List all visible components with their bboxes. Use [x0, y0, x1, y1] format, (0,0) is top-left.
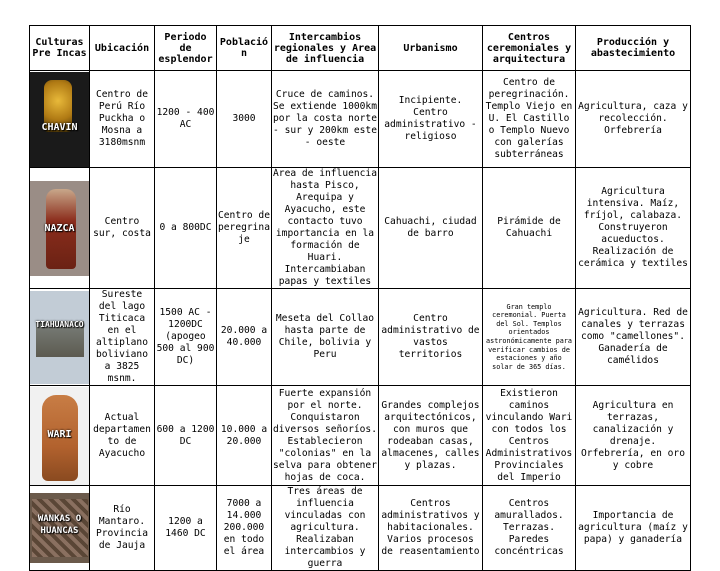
cell-intercambios: Área de influencia hasta Pisco, Arequipa y Ayacucho, este contacto tuvo importancia en la formación de Huari. Intercambiaban papas y textiles: [273, 168, 377, 287]
tiahuanaco-gate-image: [30, 291, 89, 384]
nazca-ceramic-image: [30, 181, 89, 276]
cell-poblacion: 7000 a 14.000 200.000 en todo el área: [217, 486, 272, 571]
cell-intercambios: Fuerte expansión por el norte. Conquistaron diversos señoríos. Establecieron "colonias" en la selva para obtener hojas de coca.: [272, 386, 379, 486]
culture-image-wankas: [30, 486, 90, 571]
cell-periodo: 600 a 1200 DC: [155, 386, 217, 486]
culture-label: CHAVIN: [41, 121, 78, 133]
culture-label: WARI: [47, 428, 72, 440]
cell-produccion: Agricultura en terrazas, canalización y drenaje. Orfebrería, en oro y cobre: [576, 386, 691, 486]
cell-poblacion: 10.000 a 20.000: [217, 386, 272, 486]
culture-label: WANKAS O HUANCAS: [37, 514, 82, 536]
cell-intercambios: Tres áreas de influencia vinculadas con agricultura. Realizaban intercambios y guerra: [272, 486, 379, 571]
cell-periodo: 1200 a 1460 DC: [155, 486, 217, 571]
cell-ubicacion: Sureste del lago Titicaca en el altiplano boliviano a 3825 msnm.: [90, 289, 155, 386]
header-culturas: Culturas Pre Incas: [30, 26, 90, 71]
cell-ubicacion: Centro sur, costa: [90, 168, 155, 289]
table-row: [30, 486, 691, 571]
cell-produccion: Agricultura, caza y recolección. Orfebrería: [576, 71, 691, 168]
cell-poblacion: Centro de peregrinaje: [217, 168, 272, 289]
table-row: [30, 71, 691, 168]
cell-centros: Existieron caminos vinculando Wari con todos los Centros Administrativos Provinciales del Imperio: [483, 386, 576, 486]
culture-image-nazca: [30, 168, 90, 289]
culture-label: NAZCA: [44, 222, 75, 234]
header-ubicacion: Ubicación: [90, 26, 155, 71]
cell-urbanismo: Centro administrativo de vastos territorios: [379, 289, 483, 386]
cultures-table: [29, 25, 691, 571]
cell-poblacion: 20.000 a 40.000: [217, 289, 272, 386]
cell-poblacion: 3000: [217, 71, 272, 168]
cell-intercambios: Meseta del Collao hasta parte de Chile, bolivia y Peru: [272, 289, 379, 386]
cell-ubicacion: Actual departamento de Ayacucho: [90, 386, 155, 486]
header-row: [30, 26, 691, 71]
table-row: [30, 386, 691, 486]
chavin-sculpture-image: [30, 72, 89, 167]
cell-centros: Centros amurallados. Terrazas. Paredes concéntricas: [483, 486, 576, 571]
cell-urbanismo: Incipiente. Centro administrativo - religioso: [379, 71, 483, 168]
cell-periodo: 0 a 800DC: [155, 168, 217, 289]
culture-image-wari: [30, 386, 90, 486]
cell-centros: Centro de peregrinación. Templo Viejo en U. El Castillo o Templo Nuevo con galerías subterráneas: [483, 71, 576, 168]
cell-produccion: Importancia de agricultura (maíz y papa) y ganadería: [576, 486, 691, 571]
cell-urbanismo: Grandes complejos arquitectónicos, con muros que rodeaban casas, almacenes, calles y plazas.: [379, 386, 483, 486]
cell-ubicacion: Centro de Perú Río Puckha o Mosna a 3180msnm: [90, 71, 155, 168]
header-urbanismo: Urbanismo: [379, 26, 483, 71]
culture-label: TIAHUANACO: [35, 319, 84, 329]
cell-intercambios: Cruce de caminos. Se extiende 1000km por la costa norte - sur y 200km este - oeste: [272, 71, 379, 168]
cell-urbanismo: Centros administrativos y habitacionales. Varios procesos de reasentamiento: [379, 486, 483, 571]
cell-produccion: Agricultura. Red de canales y terrazas como "camellones". Ganadería de camélidos: [576, 289, 691, 386]
header-intercambios: Intercambios regionales y Area de influencia: [272, 26, 379, 71]
table-row: [30, 289, 691, 386]
header-poblacion: Población: [217, 26, 272, 71]
header-periodo: Periodo de esplendor: [155, 26, 217, 71]
culture-image-tiahuanaco: [30, 289, 90, 386]
wari-figurine-image: [30, 387, 89, 485]
cell-periodo: 1200 - 400 AC: [155, 71, 217, 168]
cell-centros: Pirámide de Cahuachi: [483, 168, 576, 289]
cell-ubicacion: Río Mantaro. Provincia de Jauja: [90, 486, 155, 571]
table-row: [30, 168, 691, 289]
cell-periodo: 1500 AC - 1200DC (apogeo 500 al 900 DC): [155, 289, 217, 386]
culture-image-chavin: [30, 71, 90, 168]
header-produccion: Producción y abastecimiento: [576, 26, 691, 71]
cell-centros: Gran templo ceremonial. Puerta del Sol. Templos orientados astronómicamente para verificar cambios de estaciones y año solar de 365 días.: [483, 289, 576, 386]
wankas-textile-image: [30, 493, 89, 563]
cell-produccion: Agricultura intensiva. Maíz, fríjol, calabaza. Construyeron acueductos. Realización de cerámica y textiles: [576, 168, 691, 289]
cell-urbanismo: Cahuachi, ciudad de barro: [379, 168, 483, 289]
header-centros: Centros ceremoniales y arquitectura: [483, 26, 576, 71]
